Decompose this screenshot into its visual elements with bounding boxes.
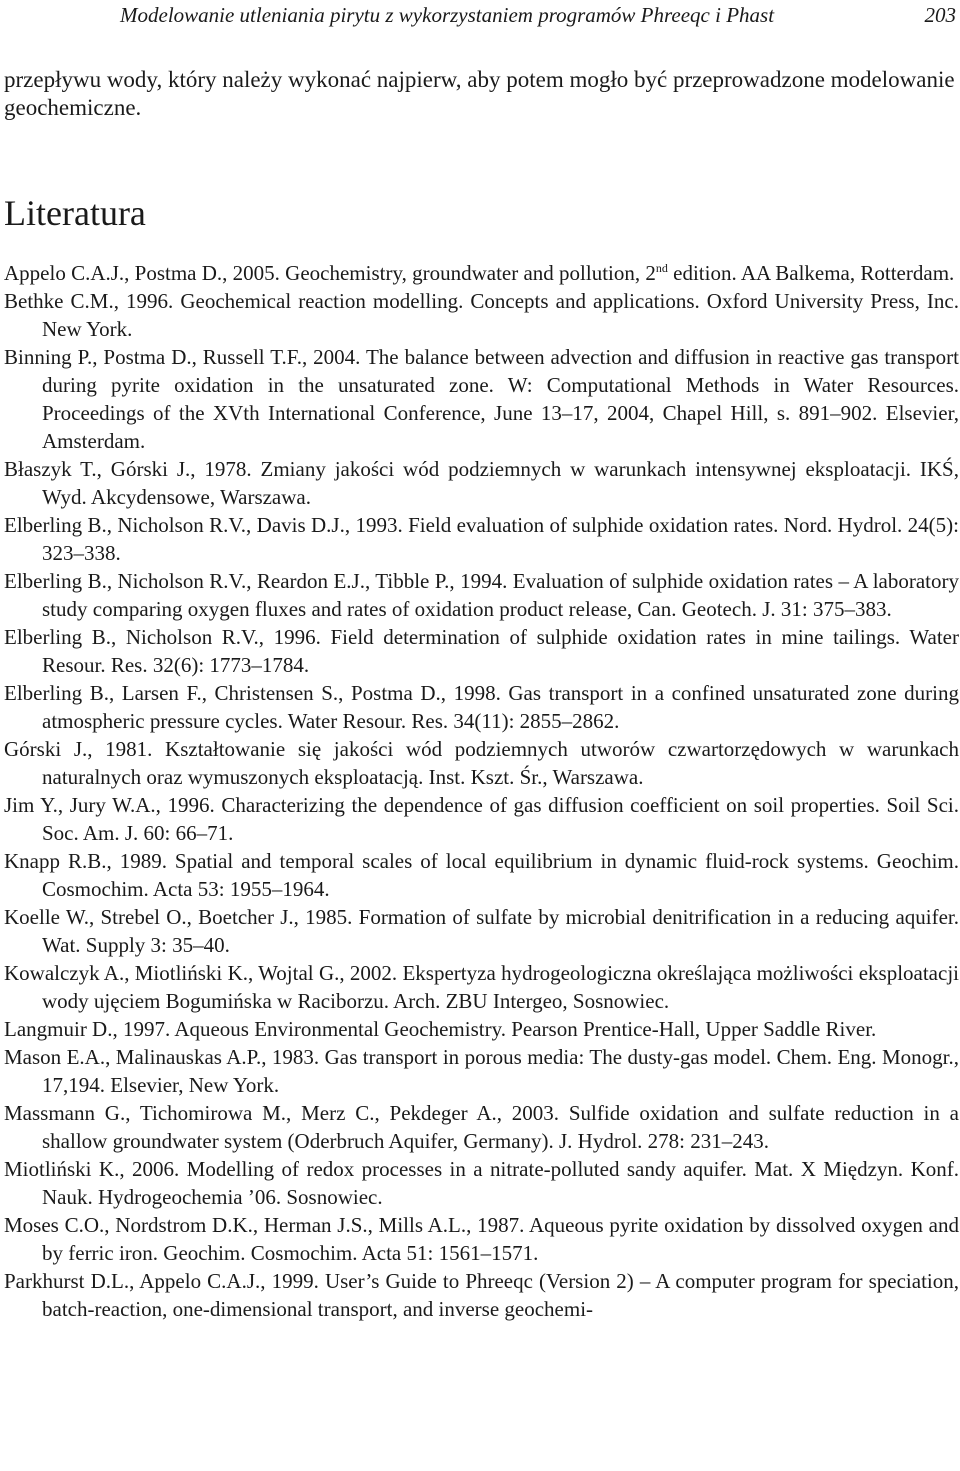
running-title: Modelowanie utleniania pirytu z wykorzystaniem programów Phreeqc i Phast [120, 3, 775, 27]
reference-entry: Parkhurst D.L., Appelo C.A.J., 1999. User’s Guide to Phreeqc (Version 2) – A computer program for speciation, batch-reaction, one-dimensional transport, and inverse geochemi- [4, 1269, 959, 1321]
reference-entry: Kowalczyk A., Miotliński K., Wojtal G., 2002. Ekspertyza hydrogeologiczna określająca możliwości eksploatacji wody ujęciem Bogumińska w Raciborzu. Arch. ZBU Intergeo, Sosnowiec. [4, 961, 959, 1013]
reference-entry: Górski J., 1981. Kształtowanie się jakości wód podziemnych utworów czwartorzędowych w warunkach naturalnych oraz wymuszonych eksploatacją. Inst. Kszt. Śr., Warszawa. [4, 737, 959, 789]
section-title: Literatura [4, 193, 146, 233]
reference-entry: Jim Y., Jury W.A., 1996. Characterizing the dependence of gas diffusion coefficient on soil properties. Soil Sci. Soc. Am. J. 60: 66–71. [4, 793, 959, 845]
reference-entry: Błaszyk T., Górski J., 1978. Zmiany jakości wód podziemnych w warunkach intensywnej eksploatacji. IKŚ, Wyd. Akcydensowe, Warszawa. [4, 457, 959, 509]
reference-entry: Langmuir D., 1997. Aqueous Environmental Geochemistry. Pearson Prentice-Hall, Upper Saddle River. [4, 1017, 877, 1041]
reference-text-part: edition. AA Balkema, Rotterdam. [667, 261, 955, 285]
intro-paragraph: przepływu wody, który należy wykonać najpierw, aby potem mogło być przeprowadzone modelowanie geochemiczne. [4, 67, 955, 120]
page-header [0, 2, 960, 32]
reference-entry: Moses C.O., Nordstrom D.K., Herman J.S., Mills A.L., 1987. Aqueous pyrite oxidation by dissolved oxygen and by ferric iron. Geochim. Cosmochim. Acta 51: 1561–1571. [4, 1213, 959, 1265]
reference-entry: Elberling B., Nicholson R.V., Reardon E.J., Tibble P., 1994. Evaluation of sulphide oxidation rates – A laboratory study comparing oxygen fluxes and rates of oxidation product release, Can. Geotech. J. 31: 375–383. [4, 569, 959, 621]
reference-entry: Knapp R.B., 1989. Spatial and temporal scales of local equilibrium in dynamic fluid-rock systems. Geochim. Cosmochim. Acta 53: 1955–1964. [4, 849, 959, 901]
reference-text-part: Appelo C.A.J., Postma D., 2005. Geochemistry, groundwater and pollution, 2 [4, 261, 656, 285]
reference-entry [4, 259, 959, 287]
reference-entry: Binning P., Postma D., Russell T.F., 2004. The balance between advection and diffusion in reactive gas transport during pyrite oxidation in the unsaturated zone. W: Computational Methods in Water Resources. Proceedings of the XVth International Conference, June 13–17, 2004, Chapel Hill, s. 891–902. Elsevier, Amsterdam. [4, 345, 959, 453]
reference-entry: Bethke C.M., 1996. Geochemical reaction modelling. Concepts and applications. Oxford University Press, Inc. New York. [4, 289, 959, 341]
reference-entry: Elberling B., Larsen F., Christensen S., Postma D., 1998. Gas transport in a confined unsaturated zone during atmospheric pressure cycles. Water Resour. Res. 34(11): 2855–2862. [4, 681, 959, 733]
reference-entry: Elberling B., Nicholson R.V., Davis D.J., 1993. Field evaluation of sulphide oxidation rates. Nord. Hydrol. 24(5): 323–338. [4, 513, 959, 565]
superscript-nd: nd [655, 261, 668, 275]
reference-entry: Elberling B., Nicholson R.V., 1996. Field determination of sulphide oxidation rates in mine tailings. Water Resour. Res. 32(6): 1773–1784. [4, 625, 959, 677]
reference-entry: Miotliński K., 2006. Modelling of redox processes in a nitrate-polluted sandy aquifer. Mat. X Międzyn. Konf. Nauk. Hydrogeochemia ’06. Sosnowiec. [4, 1157, 959, 1209]
reference-list [4, 259, 959, 1323]
page-number: 203 [924, 3, 956, 27]
reference-entry: Mason E.A., Malinauskas A.P., 1983. Gas transport in porous media: The dusty-gas model. Chem. Eng. Monogr., 17,194. Elsevier, New York. [4, 1045, 959, 1097]
reference-entry: Koelle W., Strebel O., Boetcher J., 1985. Formation of sulfate by microbial denitrification in a reducing aquifer. Wat. Supply 3: 35–40. [4, 905, 959, 957]
reference-entry: Massmann G., Tichomirowa M., Merz C., Pekdeger A., 2003. Sulfide oxidation and sulfate reduction in a shallow groundwater system (Oderbruch Aquifer, Germany). J. Hydrol. 278: 231–243. [4, 1101, 959, 1153]
